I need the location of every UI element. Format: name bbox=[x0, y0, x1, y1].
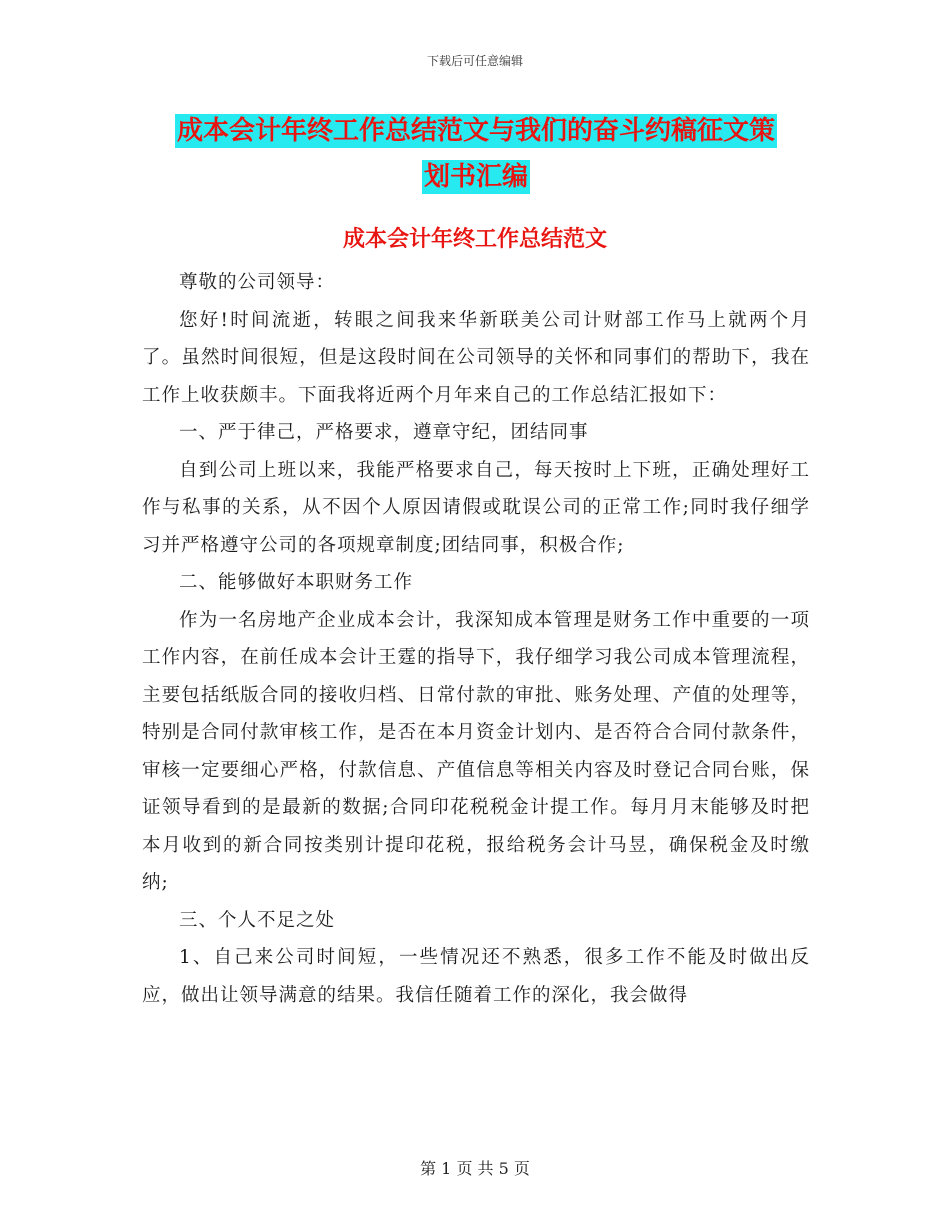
page-footer: 第 1 页 共 5 页 bbox=[420, 1159, 530, 1178]
salutation: 尊敬的公司领导： bbox=[179, 272, 336, 293]
page-header: 下载后可任意编辑 bbox=[426, 54, 523, 68]
main-title-line-2: 划书汇编 bbox=[423, 162, 528, 192]
body-paragraph: 作为一名房地产企业成本会计，我深知成本管理是财务工作中重要的一项工作内容，在前任成本会计王霆的指导下，我仔细学习我公司成本管理流程，主要包括纸版合同的接收归档、日常付款的审批、账务处理、产值的处理等，特别是合同付款审核工作，是否在本月资金计划内、是否符合合同付款条件，审核一定要细心严格，付款信息、产值信息等相关内容及时登记合同台账，保证领导看到的是最新的数据;合同印花税税金计提工作。每月月末能够及时把本月收到的新合同按类别计提印花税，报给税务会计马昱，确保税金及时缴纳; bbox=[142, 609, 810, 893]
body-paragraph: 1、自己来公司时间短，一些情况还不熟悉，很多工作不能及时做出反应，做出让领导满意的结果。我信任随着工作的深化，我会做得 bbox=[142, 947, 810, 1006]
section-heading: 一、严于律己，严格要求，遵章守纪，团结同事 bbox=[179, 422, 589, 443]
section-heading: 三、个人不足之处 bbox=[179, 909, 336, 931]
body-paragraph: 您好!时间流逝，转眼之间我来华新联美公司计财部工作马上就两个月了。虽然时间很短，但是这段时间在公司领导的关怀和同事们的帮助下，我在工作上收获颇丰。下面我将近两个月年来自己的工作总结汇报如下： bbox=[142, 309, 810, 406]
main-title-line-1: 成本会计年终工作总结范文与我们的奋斗约稿征文策 bbox=[176, 116, 775, 146]
section-heading: 二、能够做好本职财务工作 bbox=[179, 572, 414, 593]
document-main-title bbox=[142, 108, 810, 200]
document-body bbox=[142, 264, 810, 1014]
section-title: 成本会计年终工作总结范文 bbox=[342, 226, 607, 252]
body-paragraph: 自到公司上班以来，我能严格要求自己，每天按时上下班，正确处理好工作与私事的关系，从不因个人原因请假或耽误公司的正常工作;同时我仔细学习并严格遵守公司的各项规章制度;团结同事，积极合作; bbox=[142, 459, 810, 556]
